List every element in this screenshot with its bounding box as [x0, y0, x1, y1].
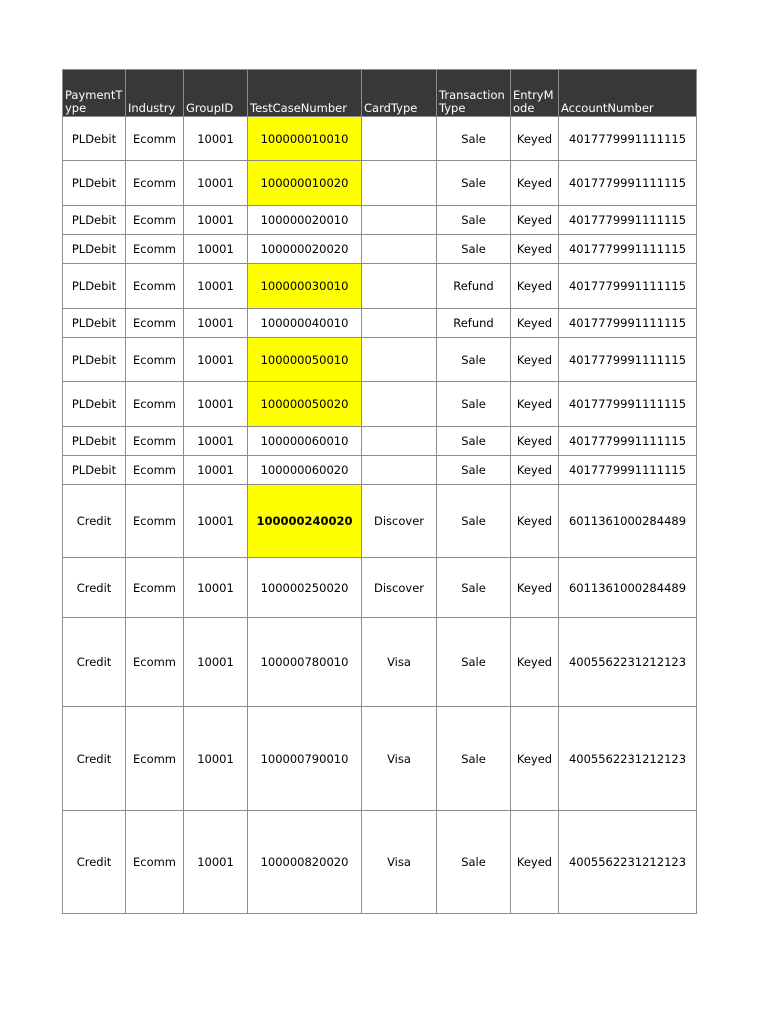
header-row [63, 70, 697, 117]
payment-type-cell: PLDebit [63, 161, 126, 206]
entry-mode-cell: Keyed [511, 235, 559, 264]
test-case-number-cell: 100000020010 [248, 206, 362, 235]
table-row [63, 618, 697, 707]
group-id-cell: 10001 [184, 117, 248, 161]
transaction-type-cell: Sale [437, 811, 511, 914]
payment-type-cell: Credit [63, 707, 126, 811]
transaction-type-cell: Sale [437, 456, 511, 485]
account-number-cell: 4017779991111115 [559, 456, 697, 485]
transaction-type-cell: Sale [437, 206, 511, 235]
account-number-cell: 6011361000284489 [559, 485, 697, 558]
industry-cell: Ecomm [126, 338, 184, 382]
card-type-cell [362, 338, 437, 382]
transaction-type-cell: Sale [437, 707, 511, 811]
account-number-cell: 4005562231212123 [559, 618, 697, 707]
table-row [63, 338, 697, 382]
payment-type-cell: PLDebit [63, 309, 126, 338]
account-number-cell: 4017779991111115 [559, 382, 697, 427]
header-account-number: AccountNumber [559, 70, 697, 117]
payment-type-cell: PLDebit [63, 382, 126, 427]
payment-type-cell: Credit [63, 485, 126, 558]
payment-type-cell: Credit [63, 558, 126, 618]
header-group-id: GroupID [184, 70, 248, 117]
account-number-cell: 4017779991111115 [559, 427, 697, 456]
card-type-cell: Visa [362, 707, 437, 811]
industry-cell: Ecomm [126, 206, 184, 235]
card-type-cell: Visa [362, 811, 437, 914]
table-row [63, 707, 697, 811]
entry-mode-cell: Keyed [511, 206, 559, 235]
card-type-cell: Discover [362, 485, 437, 558]
payment-type-cell: PLDebit [63, 338, 126, 382]
industry-cell: Ecomm [126, 117, 184, 161]
entry-mode-cell: Keyed [511, 707, 559, 811]
table-row [63, 485, 697, 558]
transaction-type-cell: Refund [437, 309, 511, 338]
entry-mode-cell: Keyed [511, 456, 559, 485]
entry-mode-cell: Keyed [511, 618, 559, 707]
transaction-type-cell: Refund [437, 264, 511, 309]
entry-mode-cell: Keyed [511, 309, 559, 338]
table-row [63, 117, 697, 161]
table-row [63, 206, 697, 235]
table-row [63, 558, 697, 618]
industry-cell: Ecomm [126, 382, 184, 427]
card-type-cell [362, 427, 437, 456]
table-row [63, 309, 697, 338]
header-test-case-number: TestCaseNumber [248, 70, 362, 117]
payment-type-cell: PLDebit [63, 264, 126, 309]
transaction-type-cell: Sale [437, 558, 511, 618]
table-row [63, 382, 697, 427]
account-number-cell: 4005562231212123 [559, 707, 697, 811]
payment-type-cell: Credit [63, 618, 126, 707]
test-case-number-cell: 100000780010 [248, 618, 362, 707]
group-id-cell: 10001 [184, 382, 248, 427]
test-case-number-cell: 100000060010 [248, 427, 362, 456]
industry-cell: Ecomm [126, 707, 184, 811]
entry-mode-cell: Keyed [511, 264, 559, 309]
payment-type-cell: PLDebit [63, 456, 126, 485]
header-transaction-type: Transaction Type [437, 70, 511, 117]
table-header [63, 70, 697, 117]
group-id-cell: 10001 [184, 618, 248, 707]
industry-cell: Ecomm [126, 485, 184, 558]
entry-mode-cell: Keyed [511, 117, 559, 161]
table-body [63, 117, 697, 914]
table-row [63, 456, 697, 485]
account-number-cell: 4005562231212123 [559, 811, 697, 914]
card-type-cell [362, 264, 437, 309]
card-type-cell [362, 161, 437, 206]
group-id-cell: 10001 [184, 485, 248, 558]
industry-cell: Ecomm [126, 618, 184, 707]
account-number-cell: 6011361000284489 [559, 558, 697, 618]
industry-cell: Ecomm [126, 264, 184, 309]
transaction-type-cell: Sale [437, 235, 511, 264]
test-case-number-cell: 100000040010 [248, 309, 362, 338]
industry-cell: Ecomm [126, 235, 184, 264]
card-type-cell [362, 206, 437, 235]
test-case-number-cell: 100000240020 [248, 485, 362, 558]
account-number-cell: 4017779991111115 [559, 117, 697, 161]
account-number-cell: 4017779991111115 [559, 309, 697, 338]
test-case-number-cell: 100000790010 [248, 707, 362, 811]
transaction-type-cell: Sale [437, 338, 511, 382]
card-type-cell [362, 456, 437, 485]
card-type-cell: Visa [362, 618, 437, 707]
test-case-table [62, 69, 697, 914]
card-type-cell [362, 235, 437, 264]
transaction-type-cell: Sale [437, 618, 511, 707]
table-row [63, 427, 697, 456]
group-id-cell: 10001 [184, 456, 248, 485]
group-id-cell: 10001 [184, 338, 248, 382]
entry-mode-cell: Keyed [511, 427, 559, 456]
group-id-cell: 10001 [184, 206, 248, 235]
header-payment-type: PaymentType [63, 70, 126, 117]
account-number-cell: 4017779991111115 [559, 338, 697, 382]
industry-cell: Ecomm [126, 456, 184, 485]
payment-type-cell: PLDebit [63, 206, 126, 235]
group-id-cell: 10001 [184, 264, 248, 309]
test-case-number-cell: 100000050010 [248, 338, 362, 382]
test-case-number-cell: 100000820020 [248, 811, 362, 914]
table-row [63, 811, 697, 914]
test-case-number-cell: 100000020020 [248, 235, 362, 264]
table-row [63, 264, 697, 309]
payment-type-cell: PLDebit [63, 117, 126, 161]
header-industry: Industry [126, 70, 184, 117]
header-entry-mode: EntryMode [511, 70, 559, 117]
industry-cell: Ecomm [126, 558, 184, 618]
group-id-cell: 10001 [184, 309, 248, 338]
transaction-type-cell: Sale [437, 485, 511, 558]
card-type-cell [362, 382, 437, 427]
industry-cell: Ecomm [126, 811, 184, 914]
account-number-cell: 4017779991111115 [559, 235, 697, 264]
card-type-cell [362, 309, 437, 338]
group-id-cell: 10001 [184, 235, 248, 264]
account-number-cell: 4017779991111115 [559, 264, 697, 309]
entry-mode-cell: Keyed [511, 558, 559, 618]
entry-mode-cell: Keyed [511, 382, 559, 427]
transaction-type-cell: Sale [437, 382, 511, 427]
payment-type-cell: PLDebit [63, 427, 126, 456]
entry-mode-cell: Keyed [511, 811, 559, 914]
group-id-cell: 10001 [184, 161, 248, 206]
transaction-type-cell: Sale [437, 117, 511, 161]
test-case-number-cell: 100000010010 [248, 117, 362, 161]
account-number-cell: 4017779991111115 [559, 161, 697, 206]
payment-type-cell: PLDebit [63, 235, 126, 264]
header-card-type: CardType [362, 70, 437, 117]
entry-mode-cell: Keyed [511, 161, 559, 206]
test-case-number-cell: 100000050020 [248, 382, 362, 427]
industry-cell: Ecomm [126, 161, 184, 206]
group-id-cell: 10001 [184, 707, 248, 811]
group-id-cell: 10001 [184, 558, 248, 618]
card-type-cell: Discover [362, 558, 437, 618]
test-case-number-cell: 100000250020 [248, 558, 362, 618]
entry-mode-cell: Keyed [511, 338, 559, 382]
group-id-cell: 10001 [184, 811, 248, 914]
test-case-number-cell: 100000010020 [248, 161, 362, 206]
industry-cell: Ecomm [126, 309, 184, 338]
payment-type-cell: Credit [63, 811, 126, 914]
account-number-cell: 4017779991111115 [559, 206, 697, 235]
table-row [63, 235, 697, 264]
entry-mode-cell: Keyed [511, 485, 559, 558]
test-case-number-cell: 100000030010 [248, 264, 362, 309]
table-row [63, 161, 697, 206]
group-id-cell: 10001 [184, 427, 248, 456]
transaction-type-cell: Sale [437, 161, 511, 206]
card-type-cell [362, 117, 437, 161]
industry-cell: Ecomm [126, 427, 184, 456]
test-case-number-cell: 100000060020 [248, 456, 362, 485]
transaction-type-cell: Sale [437, 427, 511, 456]
